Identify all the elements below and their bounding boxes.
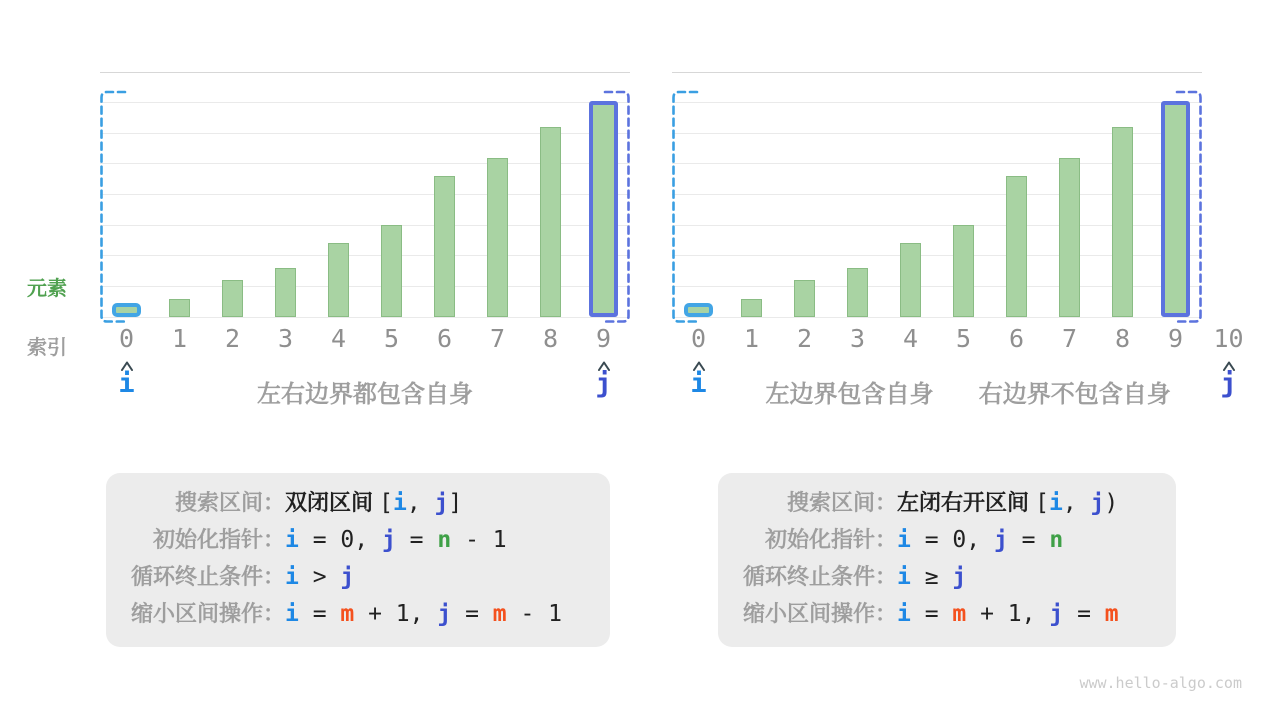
- index-label-3: 3: [849, 324, 866, 353]
- box-line-value: [897, 596, 1119, 633]
- box-line-value: [285, 596, 562, 633]
- box-line: [732, 595, 1176, 632]
- token-i: i: [897, 527, 911, 553]
- pointer-i: i: [690, 368, 707, 399]
- box-line-label: 循环终止条件：: [130, 564, 285, 589]
- index-label-5: 5: [955, 324, 972, 353]
- right-bracket-dashed-icon: [1177, 92, 1201, 322]
- token-j: j: [993, 527, 1008, 553]
- token-i: i: [897, 564, 911, 590]
- token-op: =: [451, 601, 493, 627]
- box-line: [732, 558, 1176, 595]
- box-line: [120, 484, 610, 521]
- token-i: i: [285, 527, 299, 553]
- index-label-5: 5: [383, 324, 400, 353]
- plot-area: [672, 72, 1202, 317]
- left-bracket-dashed-icon: [102, 92, 126, 322]
- token-op: ,: [406, 490, 435, 516]
- info-box-closed-interval: [106, 473, 610, 647]
- token-n: n: [437, 527, 452, 553]
- box-line-label: 初始化指针：: [152, 527, 285, 552]
- axis-label-index: 索引: [27, 337, 67, 359]
- token-op: ,: [1062, 490, 1091, 516]
- token-op: =: [910, 601, 953, 627]
- token-op: =: [298, 601, 341, 627]
- token-i: i: [392, 490, 407, 516]
- token-j: j: [1049, 601, 1064, 627]
- token-j: j: [437, 601, 452, 627]
- box-line: [120, 521, 610, 558]
- pointer-row: [672, 358, 1280, 420]
- index-label-7: 7: [489, 324, 506, 353]
- chart-left-closed-right-open-interval: [672, 0, 1280, 430]
- box-line: [732, 521, 1176, 558]
- index-label-6: 6: [1008, 324, 1025, 353]
- token-j: j: [434, 490, 449, 516]
- plot-area: [100, 72, 630, 317]
- box-line-label: 缩小区间操作：: [742, 601, 897, 626]
- box-line-value: [285, 559, 354, 596]
- token-op: >: [298, 564, 341, 590]
- box-line: [732, 484, 1176, 521]
- token-i: i: [285, 601, 299, 627]
- index-label-6: 6: [436, 324, 453, 353]
- box-line-label: 循环终止条件：: [742, 564, 897, 589]
- info-box-half-open-interval: [718, 473, 1176, 647]
- box-line-value: [897, 522, 1063, 559]
- token-j: j: [1090, 490, 1105, 516]
- index-label-8: 8: [542, 324, 559, 353]
- right-bracket-dashed-icon: [605, 92, 629, 322]
- pointer-j: j: [1220, 368, 1237, 399]
- left-bracket-dashed-icon: [674, 92, 698, 322]
- box-line-label: 缩小区间操作：: [130, 601, 285, 626]
- box-line-label: 初始化指针：: [764, 527, 897, 552]
- token-op: - 1: [506, 601, 563, 627]
- token-cjk: 左闭右开区间: [897, 490, 1036, 515]
- token-op: [: [1035, 490, 1049, 516]
- index-label-0: 0: [118, 324, 135, 353]
- index-row: [100, 324, 720, 356]
- index-label-1: 1: [743, 324, 760, 353]
- box-line: [120, 558, 610, 595]
- token-i: i: [285, 564, 299, 590]
- boundary-caption-0: 左右边界都包含自身: [257, 381, 473, 408]
- index-label-3: 3: [277, 324, 294, 353]
- box-line-value: [285, 484, 462, 522]
- token-cjk: 双闭区间: [285, 490, 380, 515]
- pointer-row: [100, 358, 720, 420]
- box-line-label: 搜索区间：: [174, 490, 285, 515]
- token-m: m: [1104, 601, 1119, 627]
- token-m: m: [340, 601, 355, 627]
- token-op: ]: [448, 490, 463, 516]
- token-j: j: [381, 527, 396, 553]
- token-op: = 0,: [298, 527, 382, 553]
- token-j: j: [340, 564, 355, 590]
- token-op: - 1: [451, 527, 507, 553]
- box-line-value: [897, 484, 1118, 522]
- token-op: =: [395, 527, 438, 553]
- box-line-value: [897, 559, 966, 596]
- pointer-i: i: [118, 368, 135, 399]
- token-i: i: [1048, 490, 1063, 516]
- index-label-4: 4: [330, 324, 347, 353]
- token-i: i: [897, 601, 911, 627]
- token-op: =: [1063, 601, 1105, 627]
- index-label-9: 9: [1167, 324, 1184, 353]
- token-op: + 1,: [966, 601, 1050, 627]
- index-label-8: 8: [1114, 324, 1131, 353]
- boundary-caption-1: 右边界不包含自身: [978, 381, 1171, 408]
- box-line-label: 搜索区间：: [786, 490, 897, 515]
- token-m: m: [952, 601, 967, 627]
- interval-range-brackets: [672, 72, 1202, 328]
- index-label-0: 0: [690, 324, 707, 353]
- token-j: j: [952, 564, 967, 590]
- interval-range-brackets: [100, 72, 630, 328]
- token-n: n: [1049, 527, 1064, 553]
- index-label-10: 10: [1213, 324, 1244, 353]
- index-label-2: 2: [224, 324, 241, 353]
- chart-closed-interval: [100, 0, 720, 430]
- token-op: =: [1007, 527, 1050, 553]
- pointer-j: j: [595, 368, 612, 399]
- token-op: ): [1104, 490, 1119, 516]
- box-line-value: [285, 522, 507, 559]
- index-label-9: 9: [595, 324, 612, 353]
- index-label-1: 1: [171, 324, 188, 353]
- watermark: www.hello-algo.com: [1079, 674, 1242, 692]
- index-label-7: 7: [1061, 324, 1078, 353]
- token-op: ≥: [910, 564, 953, 590]
- axis-label-element: 元素: [27, 278, 67, 300]
- token-op: [: [379, 490, 393, 516]
- index-label-2: 2: [796, 324, 813, 353]
- box-line: [120, 595, 610, 632]
- token-op: + 1,: [354, 601, 438, 627]
- token-m: m: [492, 601, 507, 627]
- token-op: = 0,: [910, 527, 994, 553]
- index-row: [672, 324, 1280, 356]
- boundary-caption-0: 左边界包含自身: [765, 381, 934, 408]
- index-label-4: 4: [902, 324, 919, 353]
